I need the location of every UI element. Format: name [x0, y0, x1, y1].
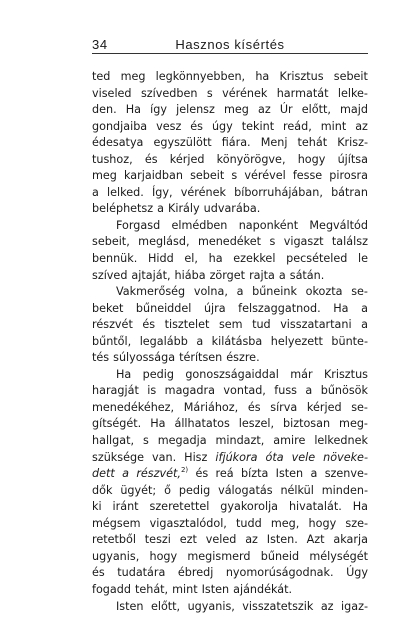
text-line: viseled szívedben s vérének harmatát lelke- [92, 86, 368, 100]
text-line: ted meg legkönnyebben, ha Krisztus sebeit [92, 70, 368, 83]
text-line: tushoz, és kérjed könyörögve, hogy újítsa [92, 152, 368, 166]
text-line: Ha pedig gonoszságaiddal már Krisztus [116, 367, 368, 381]
text-line: haragját is magadra vontad, fuss a bűnösök [92, 384, 368, 398]
body-text [92, 69, 368, 615]
text-line: ki iránt szeretettel gyakorolja hivatalát. Ha [92, 500, 368, 514]
text-line: sebeit, meglásd, menedéket s vigaszt találsz [92, 235, 368, 249]
text-line: Vakmerőség volna, a bűneink okozta se- [116, 285, 368, 299]
text-line: szüksége van. Hisz ifjúkora óta vele növeke- [92, 450, 368, 464]
text-line: beket bűneiddel újra felszaggatnod. Ha a [92, 301, 368, 315]
text-line: den. Ha így jelensz meg az Úr előtt, majd [92, 103, 368, 117]
text-line: dett a részvét,$^{2)}$ és reá bízta Isten a szenve- [92, 466, 368, 481]
running-title: Hasznos kísértés [175, 37, 285, 52]
text-line: retetből teszi ezt veled az Isten. Azt akarja [92, 533, 368, 547]
footnote-ref: 2) [180, 466, 189, 475]
text-line: részvét és tisztelet sem tud visszatartani a [92, 318, 368, 332]
text-line: gondjaiba vesz és úgy tekint reád, mint az [92, 119, 368, 133]
text-line: Forgasd elmédben naponként Megváltód [116, 218, 368, 232]
text-line: beléphetsz a Király udvarába. [92, 202, 261, 216]
text-line: édesatya egyszülött fiára. Menj tehát Krisz- [92, 136, 368, 150]
text-line: hallgat, s megadja mindazt, amire lelkednek [92, 434, 368, 448]
text-line: meg karjaidban sebeit s vérével fesse pirosra [92, 169, 368, 183]
text-line: tés súlyossága térítsen észre. [92, 351, 260, 365]
text-line: fogadd tehát, mint Isten ajándékát. [92, 582, 293, 596]
text-line: bennük. Hidd el, ha ezekkel pecsételed le [92, 252, 368, 266]
header-rule [92, 53, 368, 54]
text-line: dők ügyét; ő pedig válogatás nélkül minden- [92, 483, 368, 497]
text-line: bűntől, legalább a kilátásba helyezett bünte- [92, 334, 368, 348]
text-line: menedékéhez, Máriához, és sírva kérjed se- [92, 400, 368, 414]
text-line: szíved ajtaját, hiába zörget rajta a sátán. [92, 268, 325, 282]
page-number: 34 [92, 37, 108, 52]
text-line: ugyanis, hogy megismerd bűneid mélységét [92, 549, 368, 563]
text-line: mégsem vigasztalódol, tudd meg, hogy sze- [92, 516, 368, 530]
page-header [92, 33, 368, 53]
text-line: gítségét. Ha állhatatos leszel, biztosan meg- [92, 417, 368, 431]
text-line: a lelked. Így, vérének bíborruhájában, bátran [92, 185, 368, 199]
text-line: Isten előtt, ugyanis, visszatetszik az igaz- [116, 599, 368, 613]
text-line: és tudatára ébredj nyomorúságodnak. Úgy [92, 566, 368, 580]
